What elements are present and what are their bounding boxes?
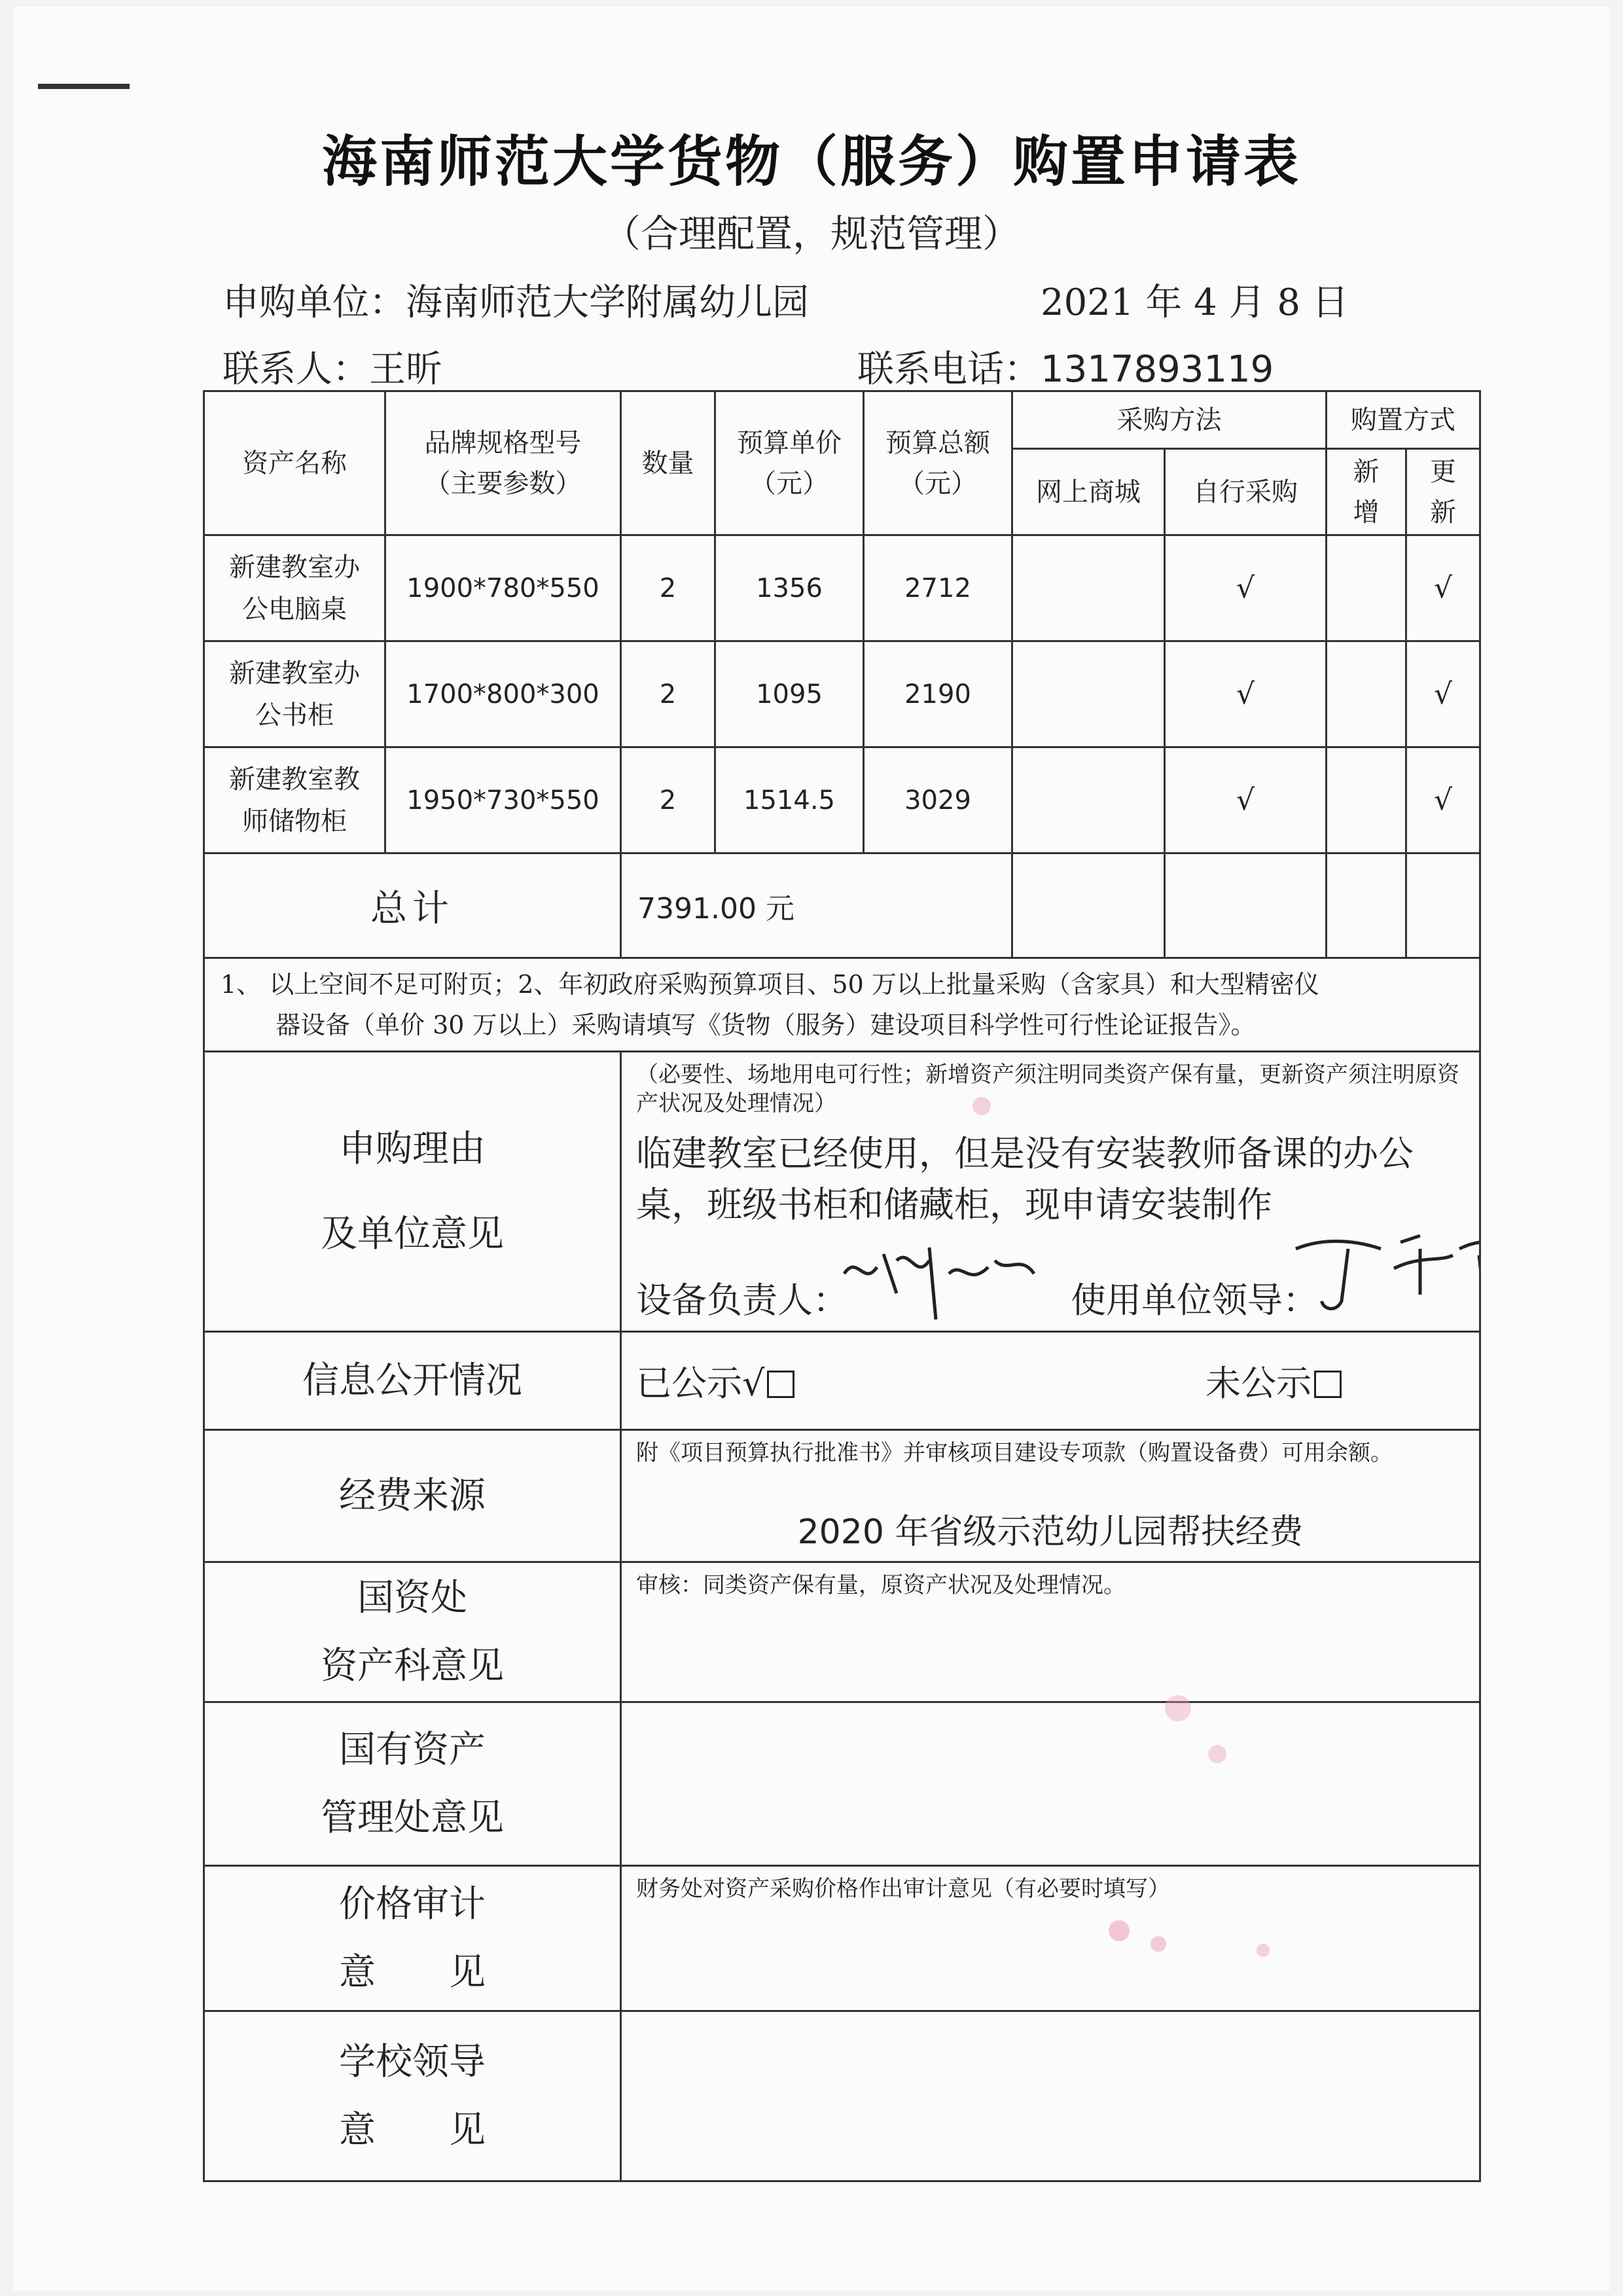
item-total: 2712 [864,535,1012,641]
col-self: 自行采购 [1165,449,1327,535]
asset-dept-label: 国资处 资产科意见 [204,1562,621,1702]
item-update-check: √ [1406,535,1480,641]
col-total: 预算总额 （元） [864,391,1012,535]
leader-label: 使用单位领导： [1071,1280,1318,1321]
col-mode: 购置方式 [1327,391,1480,449]
item-online [1012,535,1165,641]
col-unit-price: 预算单价 （元） [715,391,864,535]
col-qty: 数量 [621,391,715,535]
leader-cell [621,2011,1480,2181]
published-checkbox[interactable] [767,1371,794,1398]
total-value: 7391.00 元 [621,853,1012,958]
price-audit-hint: 财务处对资产采购价格作出审计意见（有必要时填写） [636,1876,1170,1902]
price-audit-label: 价格审计 意 见 [204,1866,621,2011]
reason-hint: （必要性、场地用电可行性；新增资产须注明同类资产保有量，更新资产须注明原资产状况及处理情况） [636,1062,1459,1117]
item-self-check: √ [1165,747,1327,853]
applicant-unit-value: 海南师范大学附属幼儿园 [406,281,809,324]
item-unit-price: 1356 [715,535,864,641]
item-self-check: √ [1165,641,1327,747]
leader-label: 学校领导 意 见 [204,2011,621,2181]
col-asset-name: 资产名称 [204,391,385,535]
funding-label: 经费来源 [204,1430,621,1562]
notes: 1、 以上空间不足可附页；2、年初政府采购预算项目、50 万以上批量采购（含家具）和大型精密仪 器设备（单价 30 万以上）采购请填写《货物（服务）建设项目科学性可行性论证报告》。 [204,958,1480,1052]
corner-mark [38,84,130,89]
item-online [1012,641,1165,747]
item-update-check: √ [1406,641,1480,747]
total-label: 总计 [204,853,621,958]
item-name: 新建教室教 师储物柜 [204,747,385,853]
item-total: 2190 [864,641,1012,747]
item-qty: 2 [621,747,715,853]
stamp-smudges [916,1034,1505,2016]
contact-phone: 联系电话：1317893119 [857,348,1274,391]
table-row [204,535,1480,641]
item-qty: 2 [621,535,715,641]
info-label: 信息公开情况 [204,1332,621,1430]
asset-dept-hint: 审核：同类资产保有量，原资产状况及处理情况。 [636,1572,1126,1598]
applicant-unit: 申购单位：海南师范大学附属幼儿园 [223,281,809,324]
form-title: 海南师范大学货物（服务）购置申请表 [321,130,1301,194]
published-option[interactable]: 已公示√ [636,1355,794,1406]
item-new [1327,535,1406,641]
table-row [204,641,1480,747]
col-spec: 品牌规格型号 （主要参数） [385,391,621,535]
item-online [1012,747,1165,853]
state-asset-label: 国有资产 管理处意见 [204,1702,621,1866]
owner-label: 设备负责人： [636,1280,848,1321]
funding-hint: 附《项目预算执行批准书》并审核项目建设专项款（购置设备费）可用余额。 [636,1440,1393,1466]
item-total: 3029 [864,747,1012,853]
item-spec: 1700*800*300 [385,641,621,747]
reason-label: 申购理由 及单位意见 [204,1052,621,1332]
item-unit-price: 1514.5 [715,747,864,853]
contact-phone-value: 1317893119 [1041,348,1274,391]
col-new: 新 增 [1327,449,1406,535]
item-update-check: √ [1406,747,1480,853]
total-row [204,853,1480,958]
table-row [204,747,1480,853]
form-date: 2021 年 4 月 8 日 [1041,281,1349,324]
col-method: 采购方法 [1012,391,1327,449]
col-online: 网上商城 [1012,449,1165,535]
item-spec: 1950*730*550 [385,747,621,853]
item-self-check: √ [1165,535,1327,641]
form-subtitle: （合理配置，规范管理） [602,211,1020,256]
item-unit-price: 1095 [715,641,864,747]
item-new [1327,641,1406,747]
item-qty: 2 [621,641,715,747]
item-name: 新建教室办 公书柜 [204,641,385,747]
reason-text: 临建教室已经使用，但是没有安装教师备课的办公桌，班级书柜和储藏柜，现申请安装制作 [636,1133,1414,1225]
unpublished-option[interactable]: 未公示 [1205,1355,1342,1406]
contact-person-value: 王昕 [369,348,442,391]
item-spec: 1900*780*550 [385,535,621,641]
funding-value: 2020 年省级示范幼儿园帮扶经费 [797,1513,1304,1552]
col-update: 更 新 [1406,449,1480,535]
item-new [1327,747,1406,853]
contact-person: 联系人：王昕 [223,348,442,391]
item-name: 新建教室办 公电脑桌 [204,535,385,641]
